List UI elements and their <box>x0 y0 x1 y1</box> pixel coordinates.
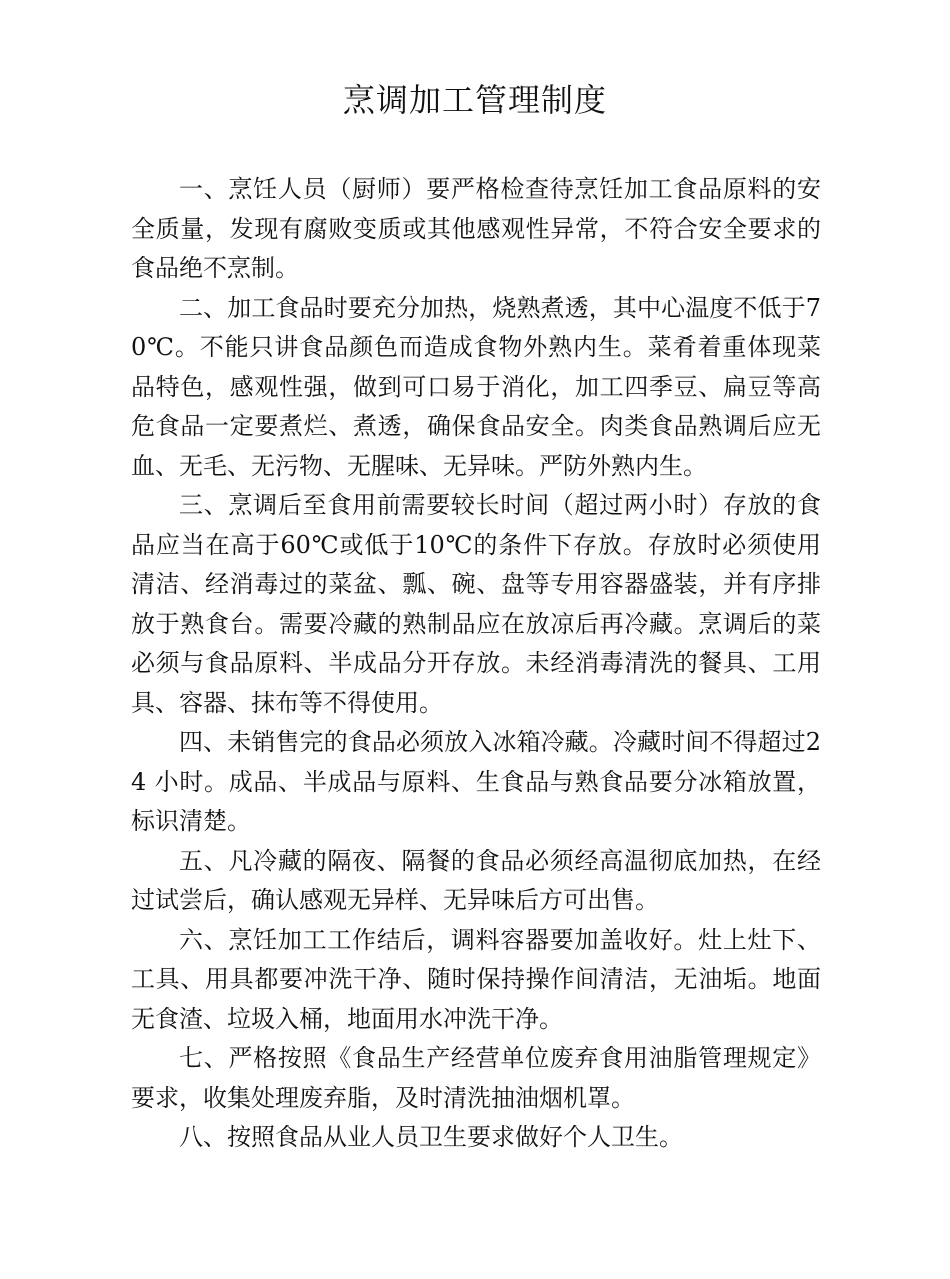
paragraph-7: 七、严格按照《食品生产经营单位废弃食用油脂管理规定》要求，收集处理废弃脂，及时清洗抽油烟机罩。 <box>131 1044 821 1112</box>
paragraph-6: 六、烹饪加工工作结后，调料容器要加盖收好。灶上灶下、工具、用具都要冲洗干净、随时保持操作间清洁，无油垢。地面无食渣、垃圾入桶，地面用水冲洗干净。 <box>131 925 821 1033</box>
paragraph-8: 八、按照食品从业人员卫生要求做好个人卫生。 <box>179 1123 683 1151</box>
paragraph-2: 二、加工食品时要充分加热，烧熟煮透，其中心温度不低于70℃。不能只讲食品颜色而造成食物外熟内生。菜肴着重体现菜品特色，感观性强，做到可口易于消化，加工四季豆、扁豆等高危食品一定要煮烂、煮透，确保食品安全。肉类食品熟调后应无血、无毛、无污物、无腥味、无异味。严防外熟内生。 <box>131 293 821 480</box>
paragraph-5: 五、凡冷藏的隔夜、隔餐的食品必须经高温彻底加热，在经过试尝后，确认感观无异样、无异味后方可出售。 <box>131 846 821 914</box>
paragraph-4: 四、未销售完的食品必须放入冰箱冷藏。冷藏时间不得超过24 小时。成品、半成品与原料、生食品与熟食品要分冰箱放置，标识清楚。 <box>131 728 821 835</box>
document-body <box>131 170 821 1158</box>
paragraph-1: 一、烹饪人员（厨师）要严格检查待烹饪加工食品原料的安全质量，发现有腐败变质或其他感观性异常，不符合安全要求的食品绝不烹制。 <box>131 175 821 282</box>
document-title: 烹调加工管理制度 <box>342 81 607 119</box>
paragraph-3: 三、烹调后至食用前需要较长时间（超过两小时）存放的食品应当在高于60℃或低于10℃的条件下存放。存放时必须使用清洁、经消毒过的菜盆、瓢、碗、盘等专用容器盛装，并有序排放于熟食台。需要冷藏的熟制品应在放凉后再冷藏。烹调后的菜必须与食品原料、半成品分开存放。未经消毒清洗的餐具、工用具、容器、抹布等不得使用。 <box>131 491 821 717</box>
